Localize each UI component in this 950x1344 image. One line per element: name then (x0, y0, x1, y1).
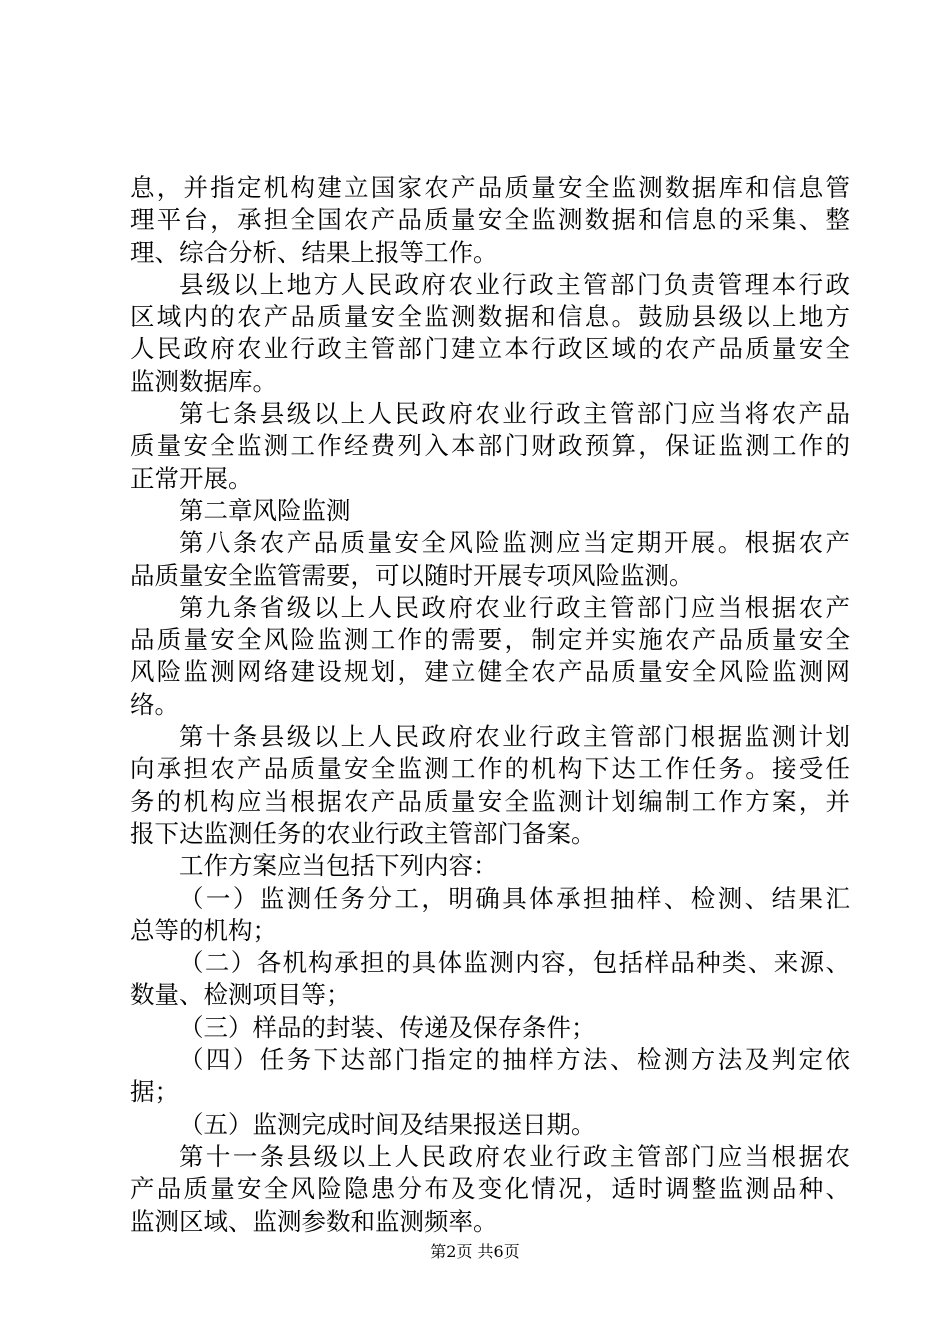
document-line: 正常开展。 (130, 463, 253, 493)
page-footer (0, 1242, 950, 1262)
document-line: 息，并指定机构建立国家农产品质量安全监测数据库和信息管 (130, 173, 850, 202)
document-line: 第七条县级以上人民政府农业行政主管部门应当将农产品 (179, 399, 850, 429)
document-line: （五）监测完成时间及结果报送日期。 (179, 1109, 596, 1139)
document-line: 务的机构应当根据农产品质量安全监测计划编制工作方案，并 (130, 786, 850, 816)
document-line: 第二章风险监测 (179, 495, 351, 525)
document-line: （三）样品的封装、传递及保存条件； (179, 1012, 596, 1042)
document-body (130, 172, 850, 1238)
document-line: 监测数据库。 (130, 366, 277, 396)
document-line: 风险监测网络建设规划，建立健全农产品质量安全风险监测网 (130, 657, 850, 687)
document-line: 工作方案应当包括下列内容： (179, 851, 498, 881)
document-line: 县级以上地方人民政府农业行政主管部门负责管理本行政 (179, 269, 850, 299)
document-line: 络。 (130, 689, 179, 719)
document-line: 产品质量安全风险隐患分布及变化情况，适时调整监测品种、 (130, 1174, 850, 1204)
document-line: 总等的机构； (130, 915, 277, 945)
document-line: （一）监测任务分工，明确具体承担抽样、检测、结果汇 (179, 883, 850, 913)
document-line: 质量安全监测工作经费列入本部门财政预算，保证监测工作的 (130, 431, 850, 461)
document-line: 理、综合分析、结果上报等工作。 (130, 237, 498, 267)
document-line: 报下达监测任务的农业行政主管部门备案。 (130, 818, 596, 848)
document-line: 数量、检测项目等； (130, 980, 351, 1010)
document-line: 品质量安全监管需要，可以随时开展专项风险监测。 (130, 560, 694, 590)
document-line: 理平台，承担全国农产品质量安全监测数据和信息的采集、整 (130, 205, 850, 235)
document-line: 监测区域、监测参数和监测频率。 (130, 1206, 498, 1236)
document-line: （二）各机构承担的具体监测内容，包括样品种类、来源、 (179, 948, 850, 978)
document-line: 据； (130, 1077, 179, 1107)
page-number-label: 第2页 共6页 (430, 1242, 520, 1261)
document-line: 人民政府农业行政主管部门建立本行政区域的农产品质量安全 (130, 334, 850, 364)
document-line: 向承担农产品质量安全监测工作的机构下达工作任务。接受任 (130, 754, 850, 784)
document-line: 区域内的农产品质量安全监测数据和信息。鼓励县级以上地方 (130, 302, 850, 332)
document-line: 第九条省级以上人民政府农业行政主管部门应当根据农产 (179, 592, 850, 622)
document-line: 第十一条县级以上人民政府农业行政主管部门应当根据农 (179, 1141, 850, 1171)
document-line: 品质量安全风险监测工作的需要，制定并实施农产品质量安全 (130, 625, 850, 655)
document-line: 第十条县级以上人民政府农业行政主管部门根据监测计划 (179, 722, 850, 752)
document-line: 第八条农产品质量安全风险监测应当定期开展。根据农产 (179, 528, 850, 558)
document-line: （四）任务下达部门指定的抽样方法、检测方法及判定依 (179, 1045, 850, 1075)
